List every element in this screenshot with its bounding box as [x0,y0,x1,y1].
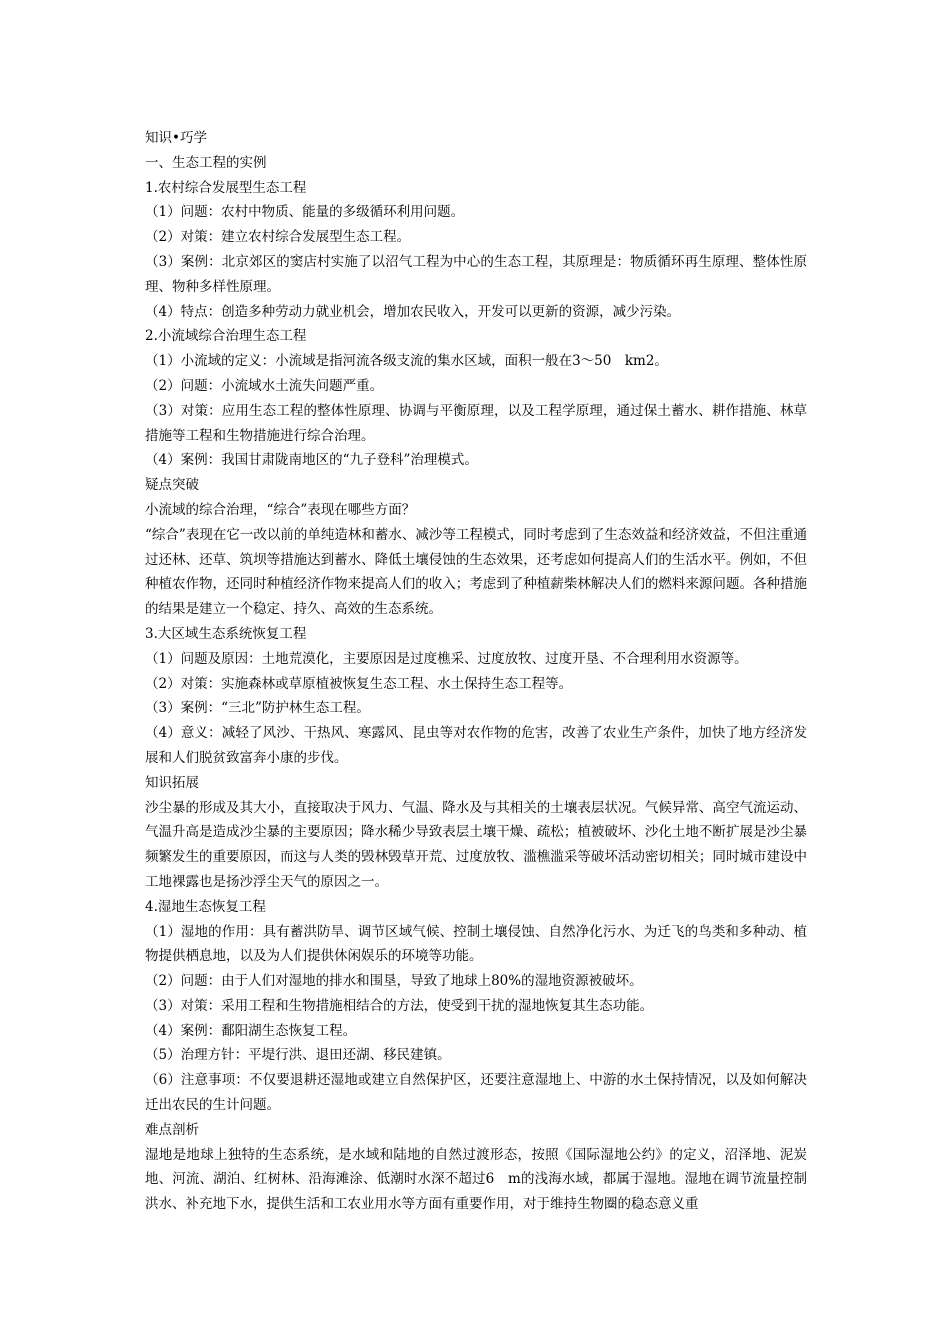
paragraph: （1）小流域的定义：小流域是指河流各级支流的集水区域，面积一般在3～50 km2。 [145,353,668,370]
paragraph: （3）案例：北京郊区的窦店村实施了以沼气工程为中心的生态工程，其原理是：物质循环再生原理、整体性原理、物种多样性原理。 [145,253,807,295]
heading-difficulty-analysis: 难点剖析 [145,1121,199,1138]
paragraph: “综合”表现在它一改以前的单纯造林和蓄水、减沙等工程模式，同时考虑到了生态效益和经济效益，不但注重通过还林、还草、筑坝等措施达到蓄水、降低土壤侵蚀的生态效果，还考虑如何提高人们的生活水平。例如，不但种植农作物，还同时种植经济作物来提高人们的收入；考虑到了种植薪柴林解决人们的燃料来源问题。各种措施的结果是建立一个稳定、持久、高效的生态系统。 [145,526,807,618]
paragraph: （1）问题：农村中物质、能量的多级循环利用问题。 [145,204,465,221]
heading-knowledge-extension: 知识拓展 [145,774,199,791]
paragraph: （4）特点：创造多种劳动力就业机会，增加农民收入，开发可以更新的资源，减少污染。 [145,303,681,320]
paragraph: （4）意义：减轻了风沙、干热风、寒露风、昆虫等对农作物的危害，改善了农业生产条件，加快了地方经济发展和人们脱贫致富奔小康的步伐。 [145,725,807,766]
subsection-heading-3: 3.大区域生态系统恢复工程 [145,625,307,642]
subsection-heading-2: 2.小流域综合治理生态工程 [145,328,307,345]
question: 小流域的综合治理，“综合”表现在哪些方面？ [145,501,416,518]
paragraph: （3）对策：采用工程和生物措施相结合的方法，使受到干扰的湿地恢复其生态功能。 [145,997,654,1014]
document-body [145,126,807,1217]
heading-doubt-breakthrough: 疑点突破 [145,477,199,494]
section-heading-1: 一、生态工程的实例 [145,154,267,171]
paragraph: （5）治理方针：平堤行洪、退田还湖、移民建镇。 [145,1047,451,1064]
paragraph: 湿地是地球上独特的生态系统，是水域和陆地的自然过渡形态，按照《国际湿地公约》的定义，沼泽地、泥炭地、河流、湖泊、红树林、沿海滩涂、低潮时水深不超过6 m的浅海水域，都属于湿地。湿地在调节流量控制洪水、补充地下水，提供生活和工农业用水等方面有重要作用，对于维持生物圈的稳态意义重 [145,1146,807,1213]
paragraph: 沙尘暴的形成及其大小，直接取决于风力、气温、降水及与其相关的土壤表层状况。气候异常、高空气流运动、气温升高是造成沙尘暴的主要原因；降水稀少导致表层土壤干燥、疏松；植被破坏、沙化土地不断扩展是沙尘暴频繁发生的重要原因，而这与人类的毁林毁草开荒、过度放牧、滥樵滥采等破坏活动密切相关；同时城市建设中工地裸露也是扬沙浮尘天气的原因之一。 [145,799,807,890]
subsection-heading-4: 4.湿地生态恢复工程 [145,898,266,915]
paragraph: （2）对策：实施森林或草原植被恢复生态工程、水土保持生态工程等。 [145,675,573,692]
paragraph: （4）案例：我国甘肃陇南地区的“九子登科”治理模式。 [145,452,478,469]
paragraph: （3）对策：应用生态工程的整体性原理、协调与平衡原理，以及工程学原理，通过保土蓄水、耕作措施、林草措施等工程和生物措施进行综合治理。 [145,402,807,444]
paragraph: （1）问题及原因：土地荒漠化，主要原因是过度樵采、过度放牧、过度开垦、不合理利用水资源等。 [145,650,748,667]
paragraph: （6）注意事项：不仅要退耕还湿地或建立自然保护区，还要注意湿地上、中游的水土保持情况，以及如何解决迁出农民的生计问题。 [145,1072,807,1114]
paragraph: （2）对策：建立农村综合发展型生态工程。 [145,229,411,246]
paragraph: （2）问题：由于人们对湿地的排水和围垦，导致了地球上80%的湿地资源被破坏。 [145,973,643,990]
subsection-heading-1: 1.农村综合发展型生态工程 [145,179,307,196]
heading-knowledge-study: 知识•巧学 [145,130,207,146]
paragraph: （3）案例：“三北”防护林生态工程。 [145,700,370,717]
paragraph: （4）案例：鄱阳湖生态恢复工程。 [145,1022,357,1039]
paragraph: （1）湿地的作用：具有蓄洪防旱、调节区域气候、控制土壤侵蚀、自然净化污水、为迁飞的鸟类和多种动、植物提供栖息地，以及为人们提供休闲娱乐的环境等功能。 [145,923,807,965]
paragraph: （2）问题：小流域水土流失问题严重。 [145,377,384,394]
